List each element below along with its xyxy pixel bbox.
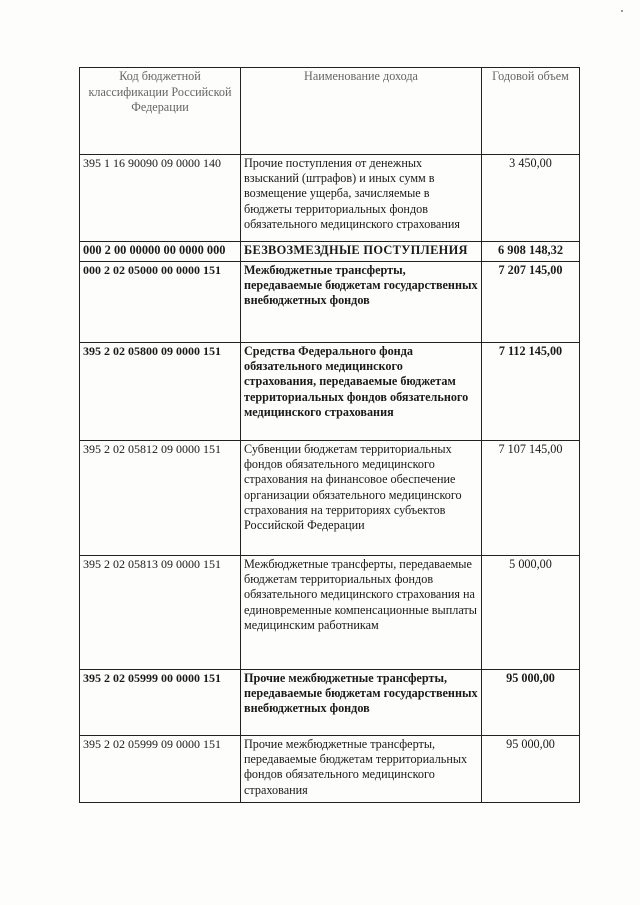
row-amount: 5 000,00: [482, 556, 580, 670]
row-code: 395 2 02 05999 09 0000 151: [80, 736, 241, 803]
row-name: Субвенции бюджетам территориальных фондов обязательного медицинского страхования на финансовое обеспечение организации обязательного медицинского страхования на территориях субъектов Российской Федерации: [241, 441, 482, 556]
row-name: Средства Федерального фонда обязательного медицинского страхования, передаваемые бюджетам территориальных фондов обязательного медицинского страхования: [241, 343, 482, 441]
table-row: [80, 343, 580, 441]
row-code: 395 2 02 05999 00 0000 151: [80, 670, 241, 736]
row-amount: 95 000,00: [482, 736, 580, 803]
table-row: [80, 155, 580, 242]
table-row: [80, 242, 580, 262]
row-code: 395 2 02 05812 09 0000 151: [80, 441, 241, 556]
table-row: [80, 441, 580, 556]
row-amount: 7 107 145,00: [482, 441, 580, 556]
row-code: 395 2 02 05813 09 0000 151: [80, 556, 241, 670]
header-name: Наименование дохода: [241, 68, 482, 155]
row-name: Прочие поступления от денежных взысканий (штрафов) и иных сумм в возмещение ущерба, зачисляемые в бюджеты территориальных фондов обязательного медицинского страхования: [241, 155, 482, 242]
table-row: [80, 556, 580, 670]
table-header-row: [80, 68, 580, 155]
table-row: [80, 262, 580, 343]
header-amount: Годовой объем: [482, 68, 580, 155]
row-name: Межбюджетные трансферты, передаваемые бюджетам территориальных фондов обязательного медицинского страхования на единовременные компенсационные выплаты медицинским работникам: [241, 556, 482, 670]
row-amount: 7 112 145,00: [482, 343, 580, 441]
row-code: 000 2 02 05000 00 0000 151: [80, 262, 241, 343]
budget-income-table: [79, 67, 580, 803]
row-name: БЕЗВОЗМЕЗДНЫЕ ПОСТУПЛЕНИЯ: [241, 242, 482, 262]
row-amount: 95 000,00: [482, 670, 580, 736]
row-name: Прочие межбюджетные трансферты, передаваемые бюджетам территориальных фондов обязательного медицинского страхования: [241, 736, 482, 803]
row-amount: 3 450,00: [482, 155, 580, 242]
table-row: [80, 736, 580, 803]
row-name: Прочие межбюджетные трансферты, передаваемые бюджетам государственных внебюджетных фондов: [241, 670, 482, 736]
header-code: Код бюджетной классификации Российской Федерации: [80, 68, 241, 155]
row-amount: 7 207 145,00: [482, 262, 580, 343]
row-amount: 6 908 148,32: [482, 242, 580, 262]
scan-speck: [621, 10, 623, 12]
table-row: [80, 670, 580, 736]
row-code: 000 2 00 00000 00 0000 000: [80, 242, 241, 262]
row-code: 395 1 16 90090 09 0000 140: [80, 155, 241, 242]
row-name: Межбюджетные трансферты, передаваемые бюджетам государственных внебюджетных фондов: [241, 262, 482, 343]
row-code: 395 2 02 05800 09 0000 151: [80, 343, 241, 441]
